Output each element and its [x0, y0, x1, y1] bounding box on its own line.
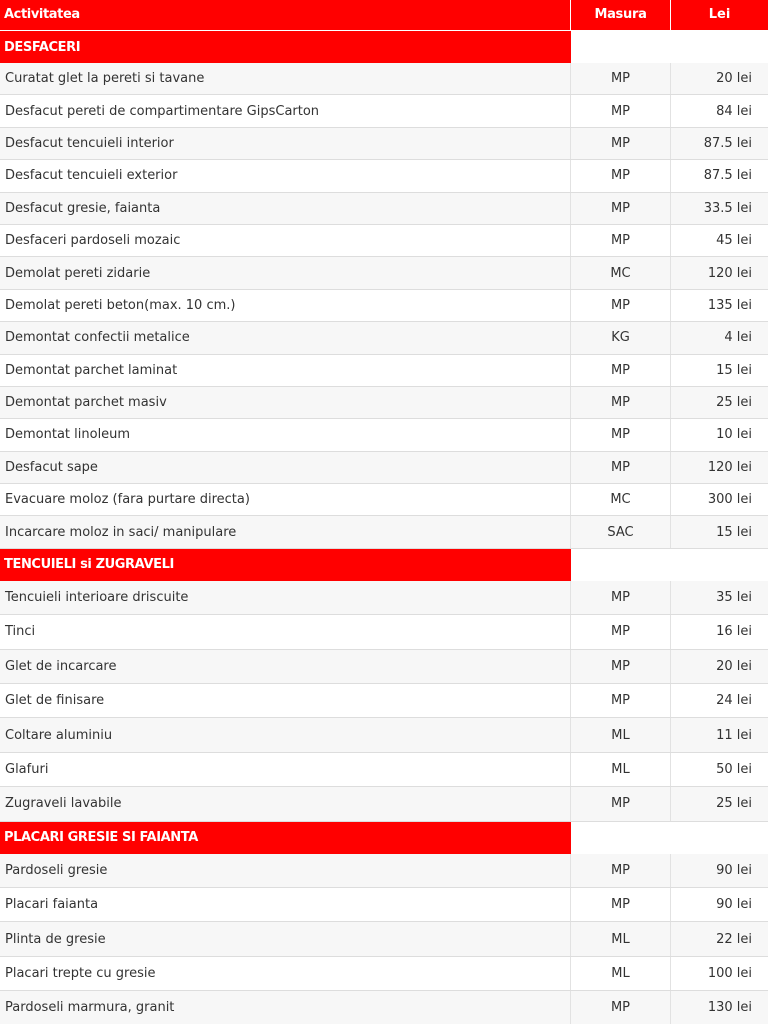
price-cell: 50 lei: [716, 762, 752, 777]
table-row: [0, 63, 768, 95]
activity-cell: Demontat parchet masiv: [0, 387, 571, 418]
unit-cell: MP: [571, 387, 671, 418]
section-title: PLACARI GRESIE SI FAIANTA: [0, 822, 571, 854]
activity-cell: Evacuare moloz (fara purtare directa): [0, 484, 571, 515]
header-activity: Activitatea: [0, 0, 571, 30]
unit-cell: MP: [571, 225, 671, 256]
activity-cell: Demontat confectii metalice: [0, 322, 571, 353]
unit-cell: ML: [571, 922, 671, 955]
unit-cell: MC: [571, 484, 671, 515]
table-row: [0, 160, 768, 192]
unit-cell: KG: [571, 322, 671, 353]
table-row: [0, 753, 768, 787]
unit-cell: ML: [571, 957, 671, 990]
unit-cell: MP: [571, 684, 671, 717]
activity-cell: Demolat pereti zidarie: [0, 257, 571, 288]
price-cell: 135 lei: [707, 297, 752, 313]
table-row: [0, 387, 768, 419]
price-cell: 16 lei: [716, 624, 752, 640]
price-cell: 84 lei: [716, 103, 752, 119]
table-row: [0, 516, 768, 548]
price-cell: 130 lei: [707, 1000, 752, 1016]
table-row: [0, 290, 768, 322]
unit-cell: MP: [571, 419, 671, 450]
unit-cell: ML: [571, 718, 671, 751]
price-cell: 25 lei: [716, 796, 752, 812]
table-row: [0, 888, 768, 922]
unit-cell: MP: [571, 95, 671, 126]
activity-cell: Curatat glet la pereti si tavane: [0, 63, 571, 94]
unit-cell: MP: [571, 452, 671, 483]
activity-cell: Glet de finisare: [0, 684, 571, 717]
activity-cell: Incarcare moloz in saci/ manipulare: [0, 516, 571, 547]
activity-cell: Glafuri: [0, 753, 571, 786]
activity-cell: Coltare aluminiu: [0, 718, 571, 751]
section-header-placari: [0, 822, 768, 854]
table-row: [0, 718, 768, 752]
table-row: [0, 95, 768, 127]
unit-cell: MP: [571, 63, 671, 94]
section-rows-tencuieli: [0, 581, 768, 822]
section-header-tencuieli: [0, 549, 768, 581]
unit-cell: MP: [571, 290, 671, 321]
unit-cell: MP: [571, 128, 671, 159]
table-row: [0, 991, 768, 1024]
price-cell: 15 lei: [716, 524, 752, 540]
table-row: [0, 581, 768, 615]
table-row: [0, 225, 768, 257]
table-row: [0, 322, 768, 354]
unit-cell: MP: [571, 650, 671, 683]
price-cell: 120 lei: [707, 459, 752, 475]
price-cell: 10 lei: [716, 427, 752, 443]
activity-cell: Desfacut pereti de compartimentare GipsCarton: [0, 95, 571, 126]
price-cell: 120 lei: [707, 265, 752, 281]
unit-cell: MP: [571, 581, 671, 614]
activity-cell: Tinci: [0, 615, 571, 648]
activity-cell: Pardoseli gresie: [0, 854, 571, 887]
price-cell: 15 lei: [716, 362, 752, 378]
activity-cell: Desfacut tencuieli exterior: [0, 160, 571, 191]
section-title: DESFACERI: [0, 31, 571, 63]
unit-cell: MP: [571, 991, 671, 1024]
price-cell: 22 lei: [716, 931, 752, 947]
header-price: Lei: [708, 7, 731, 22]
price-cell: 87.5 lei: [703, 168, 752, 184]
price-cell: 11 lei: [716, 727, 752, 743]
price-cell: 20 lei: [716, 71, 752, 87]
activity-cell: Demontat linoleum: [0, 419, 571, 450]
unit-cell: MP: [571, 193, 671, 224]
price-cell: 45 lei: [716, 233, 752, 249]
activity-cell: Desfaceri pardoseli mozaic: [0, 225, 571, 256]
price-cell: 90 lei: [716, 897, 752, 913]
table-row: [0, 257, 768, 289]
activity-cell: Glet de incarcare: [0, 650, 571, 683]
activity-cell: Tencuieli interioare driscuite: [0, 581, 571, 614]
activity-cell: Zugraveli lavabile: [0, 787, 571, 820]
table-row: [0, 128, 768, 160]
table-row: [0, 854, 768, 888]
activity-cell: Desfacut gresie, faianta: [0, 193, 571, 224]
activity-cell: Plinta de gresie: [0, 922, 571, 955]
activity-cell: Placari trepte cu gresie: [0, 957, 571, 990]
unit-cell: MP: [571, 854, 671, 887]
table-header: [0, 0, 768, 30]
price-cell: 90 lei: [716, 862, 752, 878]
unit-cell: MC: [571, 257, 671, 288]
table-row: [0, 452, 768, 484]
section-rows-placari: [0, 854, 768, 1024]
table-row: [0, 787, 768, 821]
price-cell: 87.5 lei: [703, 135, 752, 151]
price-cell: 35 lei: [716, 590, 752, 606]
table-row: [0, 419, 768, 451]
price-cell: 33.5 lei: [703, 200, 752, 216]
unit-cell: MP: [571, 160, 671, 191]
price-cell: 100 lei: [707, 965, 752, 981]
table-row: [0, 193, 768, 225]
table-row: [0, 957, 768, 991]
table-row: [0, 484, 768, 516]
activity-cell: Demolat pereti beton(max. 10 cm.): [0, 290, 571, 321]
price-cell: 4 lei: [724, 330, 752, 346]
unit-cell: MP: [571, 615, 671, 648]
table-row: [0, 684, 768, 718]
table-row: [0, 615, 768, 649]
activity-cell: Placari faianta: [0, 888, 571, 921]
unit-cell: SAC: [571, 516, 671, 547]
activity-cell: Pardoseli marmura, granit: [0, 991, 571, 1024]
unit-cell: ML: [571, 753, 671, 786]
table-row: [0, 650, 768, 684]
activity-cell: Desfacut tencuieli interior: [0, 128, 571, 159]
price-cell: 300 lei: [707, 492, 752, 508]
unit-cell: MP: [571, 787, 671, 820]
header-unit: Masura: [571, 0, 671, 30]
price-cell: 24 lei: [716, 693, 752, 709]
section-header-desfaceri: [0, 31, 768, 63]
activity-cell: Desfacut sape: [0, 452, 571, 483]
section-title: TENCUIELI si ZUGRAVELI: [0, 549, 571, 581]
table-row: [0, 355, 768, 387]
price-cell: 25 lei: [716, 395, 752, 411]
price-cell: 20 lei: [716, 658, 752, 674]
section-rows-desfaceri: [0, 63, 768, 549]
table-row: [0, 922, 768, 956]
activity-cell: Demontat parchet laminat: [0, 355, 571, 386]
unit-cell: MP: [571, 888, 671, 921]
unit-cell: MP: [571, 355, 671, 386]
